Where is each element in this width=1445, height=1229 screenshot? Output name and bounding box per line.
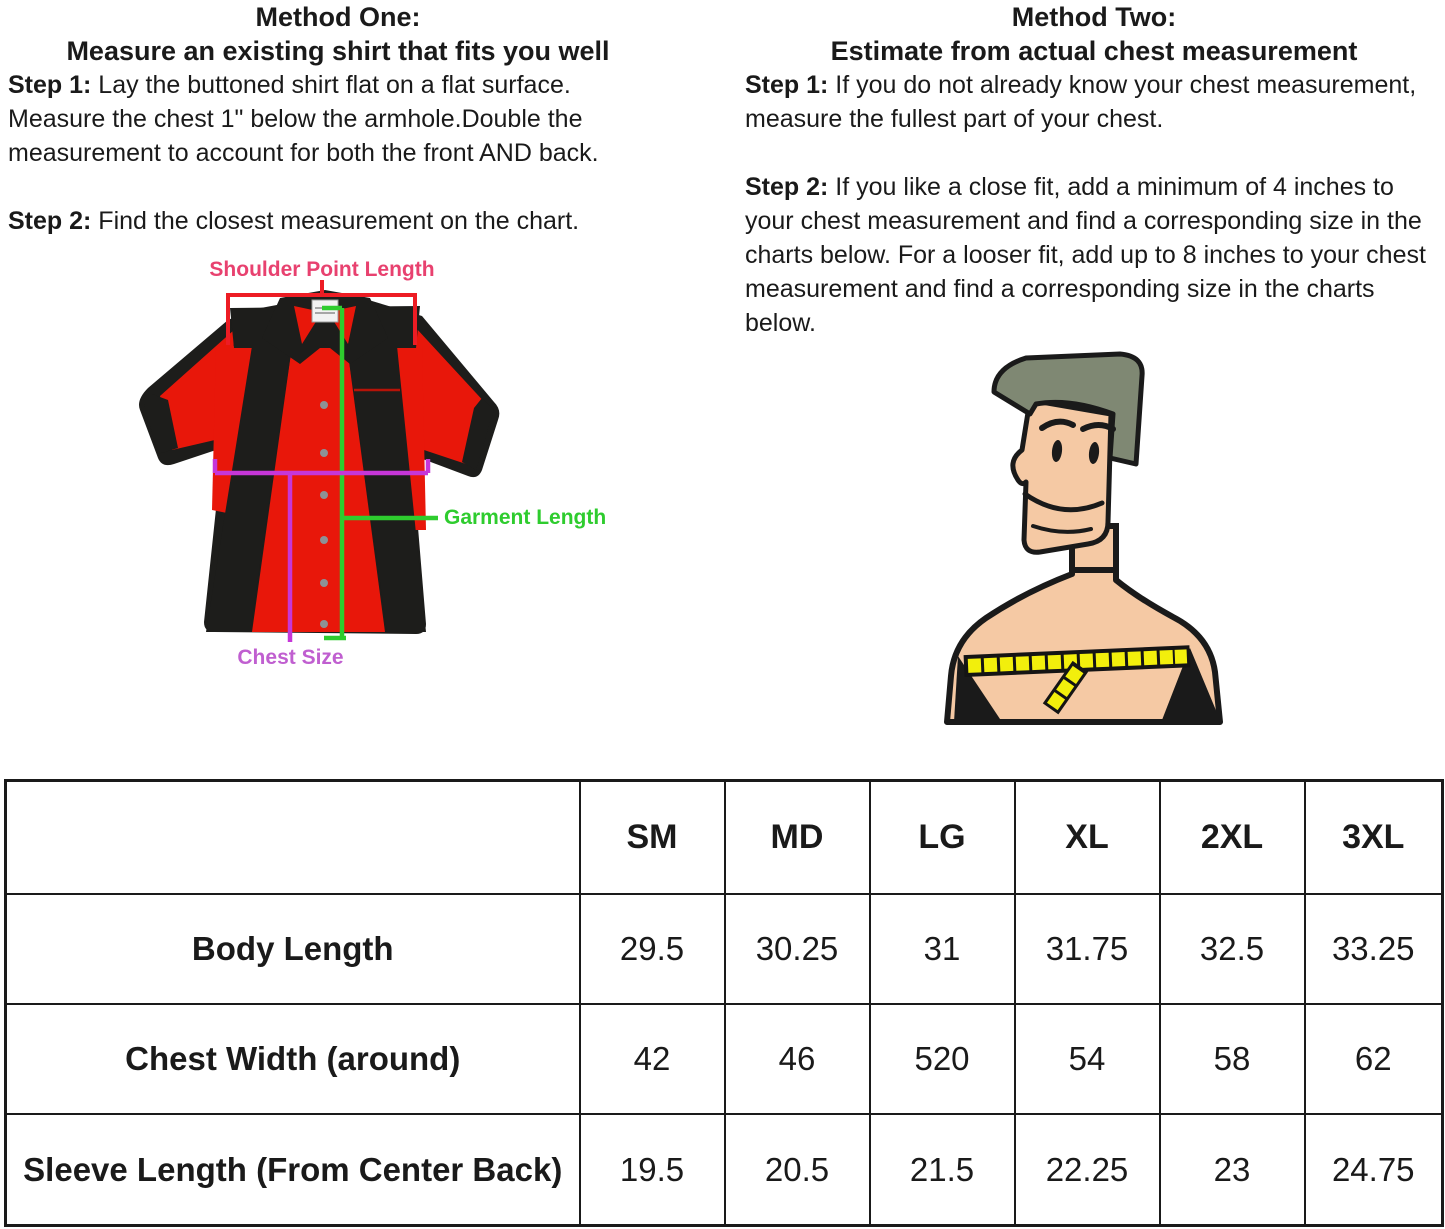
man-illustration xyxy=(930,330,1250,730)
table-cell: 42 xyxy=(580,1004,725,1114)
table-cell: 54 xyxy=(1015,1004,1160,1114)
chest-size-label: Chest Size xyxy=(237,646,344,669)
chest-measurement-cartoon xyxy=(930,330,1250,730)
table-row-chest-width xyxy=(6,1004,1443,1114)
step2-label: Step 2: xyxy=(745,173,829,201)
shirt-measurement-diagram xyxy=(100,250,670,700)
column-header-2xl: 2XL xyxy=(1160,781,1305,895)
table-cell: 31 xyxy=(870,894,1015,1004)
row-label: Body Length xyxy=(6,894,580,1004)
shoulder-point-length-label: Shoulder Point Length xyxy=(209,258,435,281)
column-header-3xl: 3XL xyxy=(1305,781,1443,895)
method-one-title: Method One: xyxy=(255,2,421,32)
column-header-sm: SM xyxy=(580,781,725,895)
spacer xyxy=(745,136,1443,170)
column-header-empty xyxy=(6,781,580,895)
table-cell: 23 xyxy=(1160,1114,1305,1225)
step1-label: Step 1: xyxy=(745,71,829,99)
garment-length-label: Garment Length xyxy=(444,506,607,529)
table-cell: 31.75 xyxy=(1015,894,1160,1004)
table-cell: 24.75 xyxy=(1305,1114,1443,1225)
step1-text: Lay the buttoned shirt flat on a flat surface. Measure the chest 1" below the armhole.Double the measurement to account for both the front AND back. xyxy=(8,71,599,167)
table-cell: 21.5 xyxy=(870,1114,1015,1225)
method-one-section xyxy=(8,0,668,238)
table-cell: 32.5 xyxy=(1160,894,1305,1004)
table-row-body-length xyxy=(6,894,1443,1004)
method-two-title: Method Two: xyxy=(1011,2,1177,32)
step2-label: Step 2: xyxy=(8,207,92,235)
method-one-subtitle: Measure an existing shirt that fits you well xyxy=(66,36,610,66)
column-header-xl: XL xyxy=(1015,781,1160,895)
table-row-sleeve-length xyxy=(6,1114,1443,1225)
spacer xyxy=(8,170,668,204)
table-cell: 19.5 xyxy=(580,1114,725,1225)
step2-text: If you like a close fit, add a minimum of 4 inches to your chest measurement and find a corresponding size in the charts below. For a looser fit, add up to 8 inches to your chest measurement and find a corresponding size in the charts below. xyxy=(745,173,1426,337)
table-cell: 29.5 xyxy=(580,894,725,1004)
method-two-step2 xyxy=(745,170,1443,340)
table-cell: 46 xyxy=(725,1004,870,1114)
table-cell: 58 xyxy=(1160,1004,1305,1114)
method-two-step1 xyxy=(745,68,1443,136)
table-cell: 33.25 xyxy=(1305,894,1443,1004)
table-header-row xyxy=(6,781,1443,895)
step2-text: Find the closest measurement on the chart. xyxy=(91,207,580,235)
size-chart-table xyxy=(4,779,1444,1227)
table-cell: 62 xyxy=(1305,1004,1443,1114)
column-header-lg: LG xyxy=(870,781,1015,895)
table-cell: 30.25 xyxy=(725,894,870,1004)
method-two-subtitle: Estimate from actual chest measurement xyxy=(830,36,1358,66)
column-header-md: MD xyxy=(725,781,870,895)
table-cell: 20.5 xyxy=(725,1114,870,1225)
method-two-section xyxy=(745,0,1443,340)
table-cell: 520 xyxy=(870,1004,1015,1114)
method-one-step1 xyxy=(8,68,668,170)
shirt-illustration xyxy=(100,250,670,700)
row-label: Chest Width (around) xyxy=(6,1004,580,1114)
row-label: Sleeve Length (From Center Back) xyxy=(6,1114,580,1225)
step1-text: If you do not already know your chest measurement, measure the fullest part of your chest. xyxy=(745,71,1417,133)
step1-label: Step 1: xyxy=(8,71,92,99)
table-cell: 22.25 xyxy=(1015,1114,1160,1225)
method-one-step2 xyxy=(8,204,668,238)
